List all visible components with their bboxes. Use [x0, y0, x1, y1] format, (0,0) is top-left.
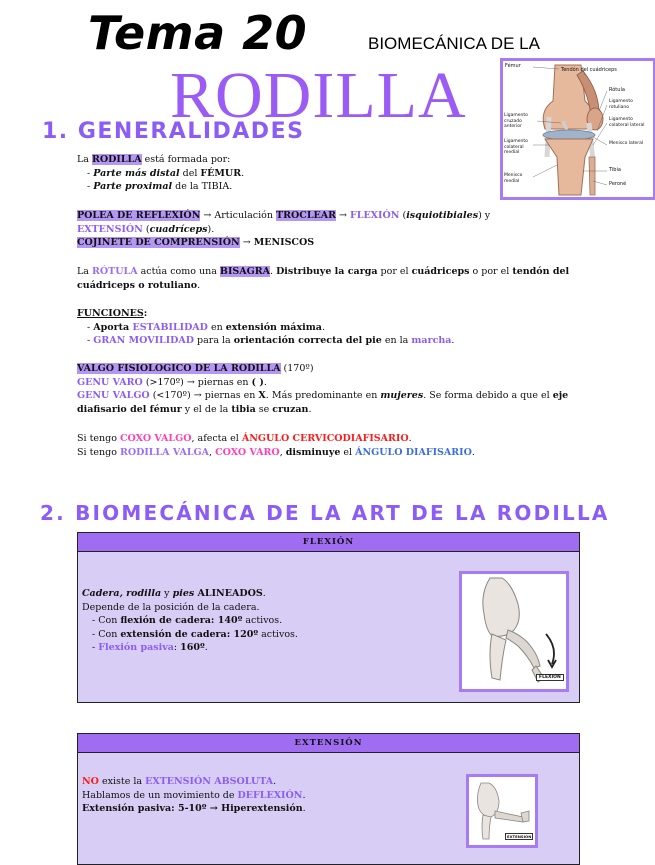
label-menisco-lateral: Menisco lateral [609, 141, 644, 146]
rodilla-valga-line: Si tengo RODILLA VALGA, COXO VARO, disminuye el ÁNGULO DIAFISARIO. [77, 446, 475, 458]
flexion-alineados-line: Cadera, rodilla y pies ALINEADOS. [82, 588, 266, 599]
label-menisco-medial: Menisco medial [504, 173, 523, 184]
flexion-box [77, 532, 580, 703]
polea-line: POLEA DE REFLEXIÓN → Articulación TROCLEAR → FLEXIÓN (isquiotibiales) y [77, 210, 491, 221]
label-lcl: Ligamento colateral lateral [609, 117, 645, 128]
flexion-leg-illustration [462, 574, 566, 689]
extension-box-text [82, 775, 462, 816]
tema-title: Tema 20 [88, 6, 308, 60]
flexion-cadera-bullet: - Con flexión de cadera: 140º activos. [92, 615, 283, 626]
section2-title: 2. BIOMECÁNICA DE LA ART DE LA RODILLA [40, 501, 610, 525]
extension-pasiva-line: Extensión pasiva: 5-10º → Hiperextensión. [82, 803, 306, 814]
funcion-estabilidad: - Aporta ESTABILIDAD en extensión máxima. [87, 321, 325, 333]
extension-box [77, 733, 580, 865]
valgo-line: VALGO FISIOLOGICO DE LA RODILLA (170º) [77, 363, 314, 374]
extension-box-header: EXTENSIÓN [78, 734, 579, 753]
deflexion-line: Hablamos de un movimiento de DEFLEXIÓN. [82, 789, 306, 801]
biomecanica-title: BIOMECÁNICA DE LA [368, 34, 540, 53]
flexion-box-header: FLEXIÓN [78, 533, 579, 552]
funcion-movilidad: - GRAN MOVILIDAD para la orientación correcta del pie en la marcha. [87, 335, 455, 346]
funciones-title: FUNCIONES: [77, 308, 148, 319]
extension-line: EXTENSIÓN (cuadríceps). [77, 223, 215, 235]
knee-anatomy-figure [500, 58, 655, 200]
coxo-block [77, 432, 597, 459]
label-quad-tendon: Tendón del cuádriceps [561, 67, 617, 73]
label-lig-rotuliano: Ligamento rotuliano [609, 99, 633, 110]
flexion-depende-line: Depende de la posición de la cadera. [82, 601, 260, 613]
label-lcm: Ligamento colateral medial [504, 139, 528, 155]
funciones-block [77, 307, 597, 348]
coxo-valgo-line: Si tengo COXO VALGO, afecta el ÁNGULO CERVICODIAFISARIO. [77, 433, 412, 444]
rodilla-title: RODILLA [170, 59, 467, 132]
no-extension-line: NO existe la EXTENSIÓN ABSOLUTA. [82, 776, 277, 787]
extension-figure-label: EXTENSIÓN [507, 834, 532, 839]
genu-valgo-line: GENU VALGO (<170º) → piernas en X. Más predominante en mujeres. Se forma debido a que el eje diafisario del fémur y el de la tibia se cruzan. [77, 390, 569, 415]
label-rotula: Rótula [609, 87, 625, 93]
extension-figure [466, 774, 538, 848]
valgo-block [77, 362, 577, 416]
bullet-proximal: - Parte proximal de la TIBIA. [87, 181, 233, 192]
cojinete-line: COJINETE DE COMPRENSIÓN → MENISCOS [77, 237, 315, 248]
extension-cadera-bullet: - Con extensión de cadera: 120º activos. [92, 628, 298, 640]
polea-block [77, 209, 597, 250]
label-perone: Peroné [609, 181, 627, 187]
flexion-pasiva-bullet: - Flexión pasiva: 160º. [92, 642, 208, 653]
rotula-paragraph: La RÓTULA actúa como una BISAGRA. Distribuye la carga por el cuádriceps o por el tendón del cuádriceps o rotuliano. [77, 266, 570, 291]
genu-varo-line: GENU VARO (>170º) → piernas en ( ). [77, 376, 267, 388]
flexion-figure-label: FLEXIÓN [536, 674, 564, 681]
bullet-distal: - Parte más distal del FÉMUR. [87, 167, 245, 179]
intro-line: La RODILLA está formada por: [77, 154, 231, 165]
flexion-box-text [82, 587, 452, 655]
flexion-figure [459, 571, 569, 692]
label-femur: Fémur [505, 63, 521, 69]
section1-intro-block [77, 153, 497, 194]
label-lca: Ligamento cruzado anterior [504, 113, 528, 129]
label-tibia: Tibia [609, 167, 621, 173]
section1-title: 1. GENERALIDADES [42, 119, 305, 144]
